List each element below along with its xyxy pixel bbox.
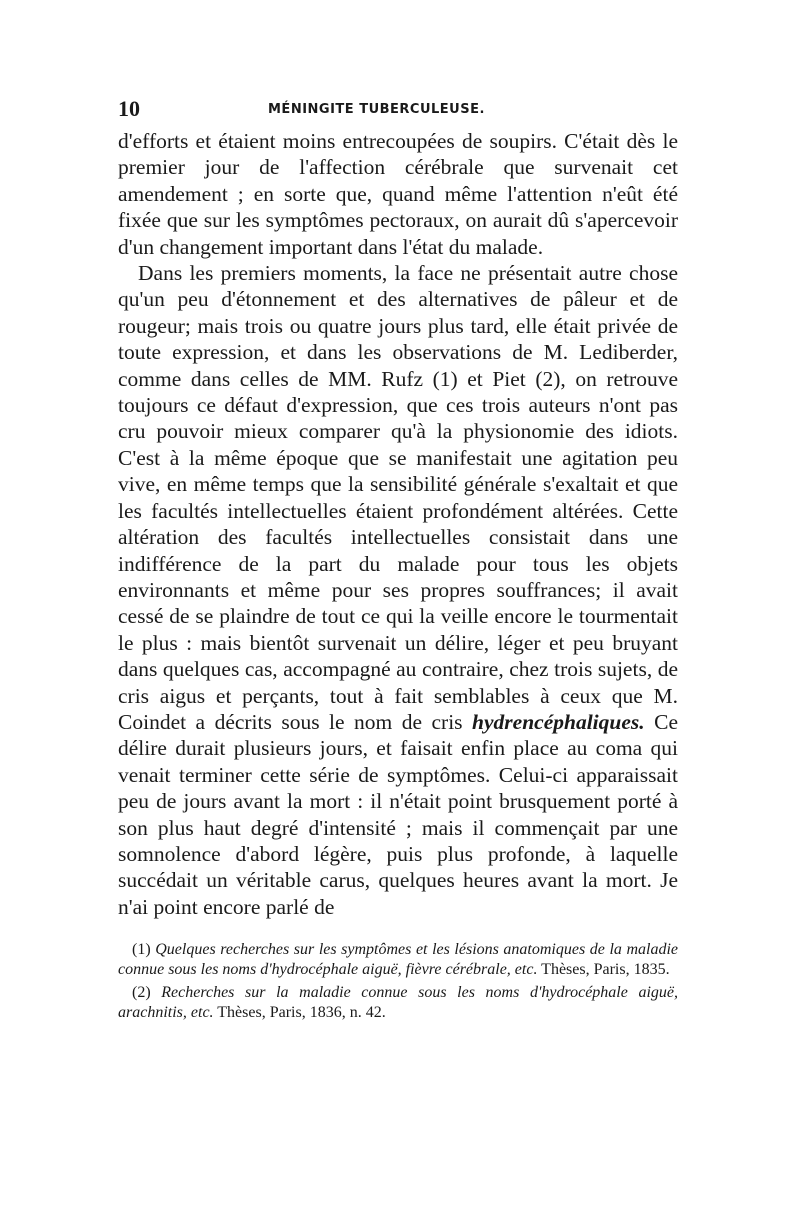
book-page [118, 96, 678, 1026]
footnote-1-mark: (1) [132, 941, 151, 959]
page-header [118, 96, 678, 124]
footnote-1-source: Thèses, Paris, 1835. [541, 961, 670, 979]
footnote-2 [118, 983, 678, 1023]
bleed-through-gap [118, 920, 678, 940]
footnote-1-title: Quelques recherches sur les symptômes et les lésions anatomiques de la maladie connue sous les noms d'hydrocéphale aiguë, fièvre cérébrale, etc. [118, 941, 679, 979]
paragraph-2-text-a: Dans les premiers moments, la face ne présentait autre chose qu'un peu d'étonnement et des alternatives de pâleur et de rougeur; mais trois ou quatre jours plus tard, elle était privée de toute expression, et dans les observations de M. Lediberder, comme dans celles de MM. Rufz (1) et Piet (2), on retrouve toujours ce défaut d'expression, que ces trois auteurs n'ont pas cru pouvoir mieux comparer qu'à la physionomie des idiots. C'est à la même époque que se manifestait une agitation peu vive, en même temps que la sensibilité générale s'exaltait et que les facultés intellectuelles étaient profondément altérées. Cette altération des facultés intellectuelles consistait dans une indifférence de la part du malade pour tous les objets environnants et même pour ses propres souffrances; il avait cessé de se plaindre de tout ce qui la veille encore le tourmentait le plus : mais bientôt survenait un délire, léger et peu bruyant dans quelques cas, accompagné au contraire, chez trois sujets, de cris aigus et perçants, tout à fait semblables à ceux que M. Coindet a décrits sous le nom de cris [118, 261, 678, 734]
paragraph-1: d'efforts et étaient moins entrecoupées de soupirs. C'était dès le premier jour de l'affection cérébrale que survenait cet amendement ; en sorte que, quand même l'attention n'eût été fixée que sur les symptômes pectoraux, on aurait dû s'apercevoir d'un changement important dans l'état du malade. [118, 129, 678, 259]
running-head: MÉNINGITE TUBERCULEUSE. [268, 102, 485, 117]
page-number: 10 [118, 96, 140, 121]
body-text [118, 128, 678, 920]
paragraph-2 [118, 260, 678, 920]
paragraph-2-text-b: Ce délire durait plusieurs jours, et faisait enfin place au coma qui venait terminer cette série de symptômes. Celui-ci apparaissait peu de jours avant la mort : il n'était point brusquement porté à son plus haut degré d'intensité ; mais il commençait par une somnolence d'abord légère, puis plus profonde, à laquelle succédait un véritable carus, quelques heures avant la mort. Je n'ai point encore parlé de [118, 709, 679, 919]
footnotes [118, 940, 678, 1023]
paragraph-2-italic-term: hydrencéphaliques. [472, 709, 645, 734]
footnote-1 [118, 940, 678, 980]
footnote-2-source: Thèses, Paris, 1836, n. 42. [217, 1004, 386, 1022]
footnote-2-mark: (2) [132, 984, 151, 1002]
footnote-2-title: Recherches sur la maladie connue sous les noms d'hydrocéphale aiguë, arachnitis, etc. [118, 984, 678, 1022]
